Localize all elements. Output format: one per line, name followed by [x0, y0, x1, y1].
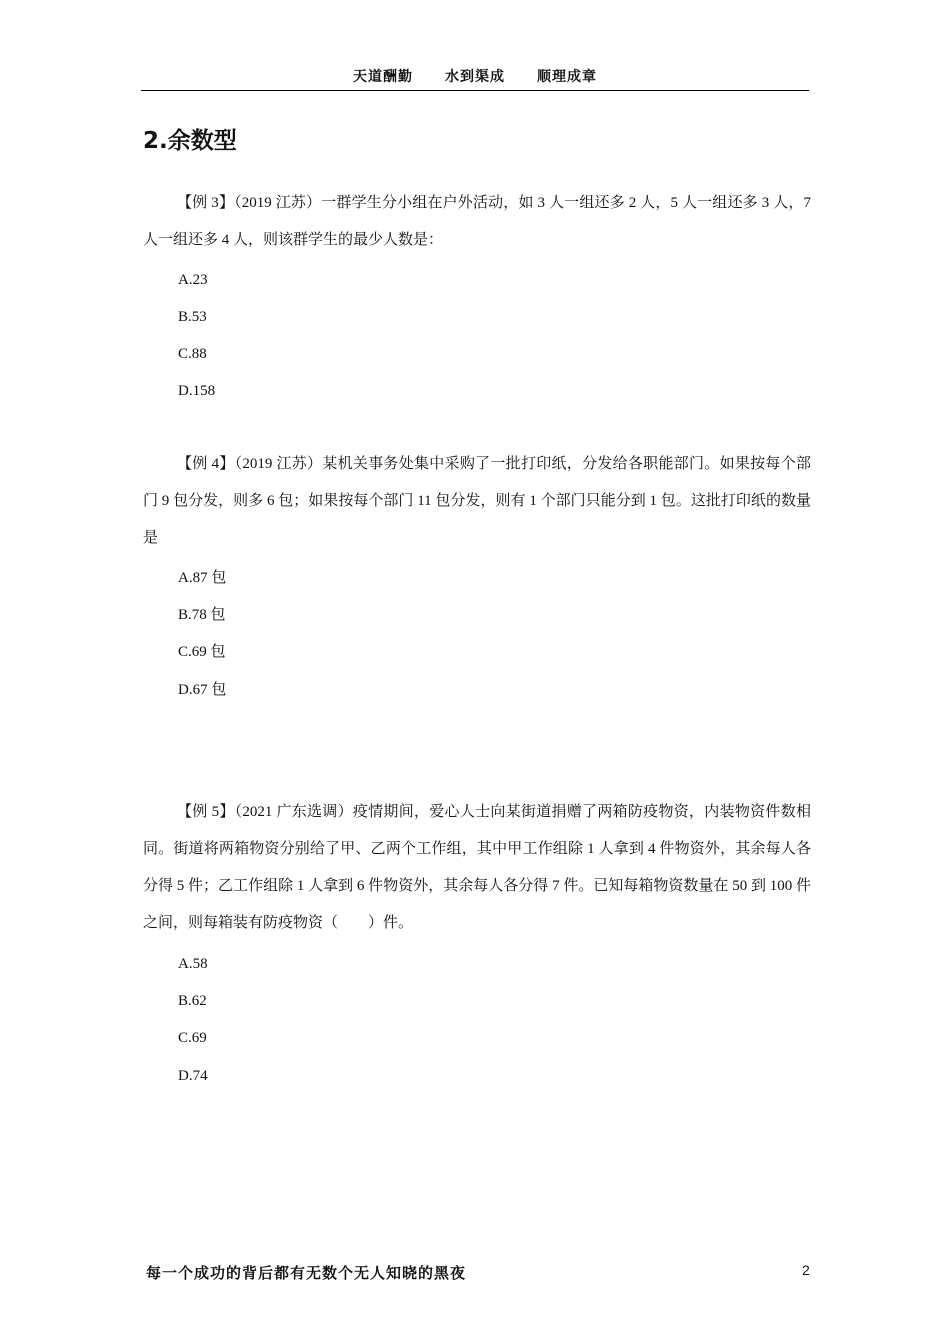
- page-number: 2: [802, 1262, 810, 1278]
- question-3-option-d: D.158: [178, 383, 216, 399]
- question-4-option-b: B.78 包: [178, 607, 226, 623]
- page-header: [141, 66, 809, 91]
- question-3-option-a: A.23: [178, 272, 208, 288]
- question-4-text: 【例 4】（2019 江苏）某机关事务处集中采购了一批打印纸，分发给各职能部门。如果按每个部门 9 包分发，则多 6 包；如果按每个部门 11 包分发，则有 1 个部门只能分到 1 包。这批打印纸的数量是: [143, 456, 811, 546]
- footer-motto: 每一个成功的背后都有无数个无人知晓的黑夜: [146, 1264, 467, 1282]
- question-5-option-a: A.58: [178, 956, 208, 972]
- question-3-option-b: B.53: [178, 309, 207, 325]
- section-title: 2.余数型: [143, 128, 237, 154]
- question-4-option-c: C.69 包: [178, 644, 226, 660]
- header-motto-1: 天道酬勤: [353, 69, 413, 85]
- question-3-text: 【例 3】（2019 江苏）一群学生分小组在户外活动，如 3 人一组还多 2 人，5 人一组还多 3 人，7 人一组还多 4 人，则该群学生的最少人数是：: [143, 195, 811, 248]
- header-motto-2: 水到渠成: [445, 69, 505, 85]
- question-4-option-a: A.87 包: [178, 570, 227, 586]
- question-5-option-d: D.74: [178, 1068, 208, 1084]
- header-motto-3: 顺理成章: [537, 69, 597, 85]
- question-5-text: 【例 5】（2021 广东选调）疫情期间，爱心人士向某街道捐赠了两箱防疫物资，内装物资件数相同。街道将两箱物资分别给了甲、乙两个工作组，其中甲工作组除 1 人拿到 4 件物资外，其余每人各分得 5 件；乙工作组除 1 人拿到 6 件物资外，其余每人各分得 7 件。已知每箱物资数量在 50 到 100 件之间，则每箱装有防疫物资（ ）件。: [143, 804, 811, 931]
- question-5-option-c: C.69: [178, 1030, 207, 1046]
- question-4-option-d: D.67 包: [178, 682, 227, 698]
- question-5-option-b: B.62: [178, 993, 207, 1009]
- question-3-option-c: C.88: [178, 346, 207, 362]
